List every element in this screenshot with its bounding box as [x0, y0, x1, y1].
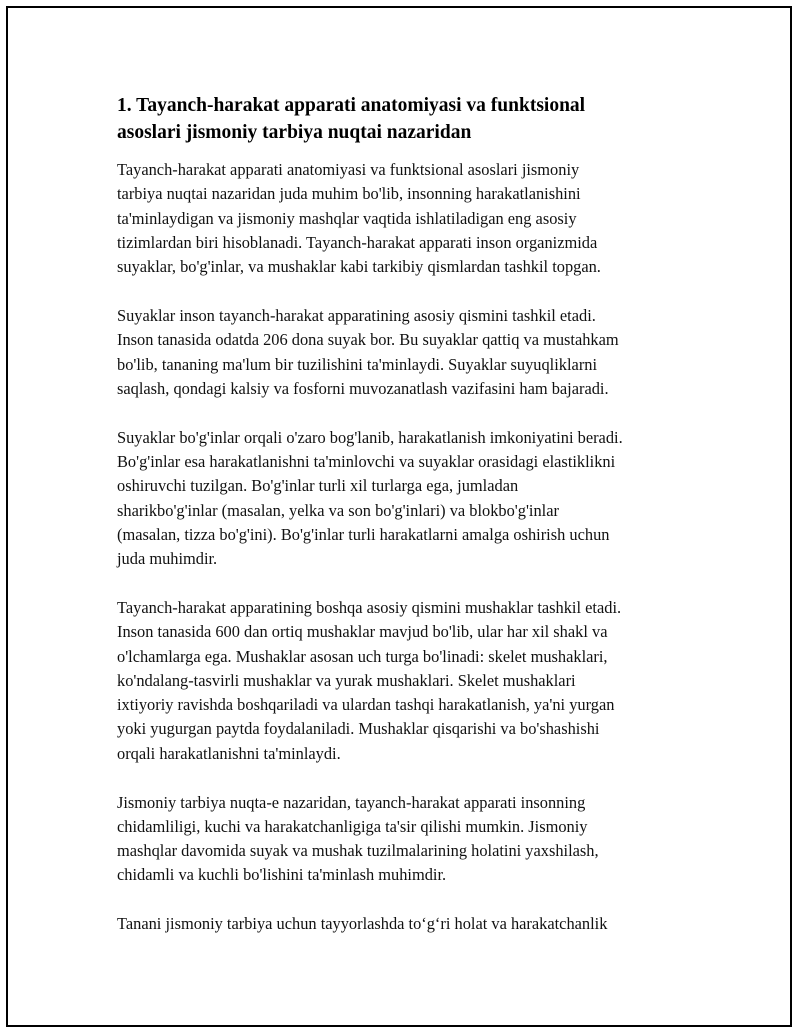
text-line: chidamli va kuchli bo'lishini ta'minlash muhimdir.: [117, 865, 447, 885]
text-line: Suyaklar bo'g'inlar orqali o'zaro bog'lanib, harakatlanish imkoniyatini beradi.: [117, 427, 623, 447]
text-line: sharikbo'g'inlar (masalan, yelka va son bo'g'inlari) va blokbo'g'inlar: [117, 500, 559, 520]
text-line: Tayanch-harakat apparati anatomiyasi va funktsional asoslari jismoniy: [117, 160, 580, 179]
text-line: Tayanch-harakat apparatining boshqa asosiy qismini mushaklar tashkil etadi.: [117, 597, 622, 617]
paragraph-muscles: [117, 596, 697, 766]
document-body: [117, 92, 697, 937]
text-line: bo'lib, tananing ma'lum bir tuzilishini ta'minlaydi. Suyaklar suyuqliklarni: [117, 354, 598, 374]
text-line: suyaklar, bo'g'inlar, va mushaklar kabi tarkibiy qismlardan tashkil topgan.: [117, 257, 601, 277]
paragraph-bones: [117, 304, 697, 401]
paragraph-joints: [117, 426, 697, 572]
heading-line: 1. Tayanch-harakat apparati anatomiyasi va funktsional: [117, 95, 586, 116]
text-line: mashqlar davomida suyak va mushak tuzilmalarining holatini yaxshilash,: [117, 841, 599, 861]
text-line: orqali harakatlanishni ta'minlaydi.: [117, 743, 341, 763]
text-line: Jismoniy tarbiya nuqta-e nazaridan, tayanch-harakat apparati insonning: [117, 792, 586, 812]
text-line: yoki yugurgan paytda foydalaniladi. Mushaklar qisqarishi va bo'shashishi: [117, 719, 600, 739]
text-line: ko'ndalang-tasvirli mushaklar va yurak mushaklari. Skelet mushaklari: [117, 670, 576, 690]
text-line: o'lchamlarga ega. Mushaklar asosan uch turga bo'linadi: skelet mushaklari,: [117, 646, 608, 666]
text-line: oshiruvchi tuzilgan. Bo'g'inlar turli xil turlarga ega, jumladan: [117, 476, 519, 496]
text-line: saqlash, qondagi kalsiy va fosforni muvozanatlash vazifasini ham bajaradi.: [117, 378, 609, 398]
text-line: Inson tanasida 600 dan ortiq mushaklar mavjud bo'lib, ular har xil shakl va: [117, 622, 608, 642]
text-line: ixtiyoriy ravishda boshqariladi va ulardan tashqi harakatlanish, ya'ni yurgan: [117, 695, 615, 715]
text-line: (masalan, tizza bo'g'ini). Bo'g'inlar turli harakatlarni amalga oshirish uchun: [117, 524, 610, 544]
text-line: Inson tanasida odatda 206 dona suyak bor. Bu suyaklar qattiq va mustahkam: [117, 330, 619, 350]
text-line: tizimlardan biri hisoblanadi. Tayanch-harakat apparati inson organizmida: [117, 232, 598, 252]
text-line: ta'minlaydigan va jismoniy mashqlar vaqtida ishlatiladigan eng asosiy: [117, 208, 577, 228]
heading-line: asoslari jismoniy tarbiya nuqtai nazaridan: [117, 122, 472, 143]
paragraph-physical-education: [117, 791, 697, 888]
text-line: Suyaklar inson tayanch-harakat apparatining asosiy qismini tashkil etadi.: [117, 305, 596, 325]
paragraph-intro: [117, 158, 697, 279]
text-line: Tanani jismoniy tarbiya uchun tayyorlashda to‘g‘ri holat va harakatchanlik: [117, 914, 608, 934]
text-line: juda muhimdir.: [117, 549, 218, 569]
text-line: tarbiya nuqtai nazaridan juda muhim bo'lib, insonning harakatlanishini: [117, 184, 581, 204]
paragraph-preparation: [117, 912, 697, 936]
text-line: Bo'g'inlar esa harakatlanishni ta'minlovchi va suyaklar orasidagi elastiklikni: [117, 451, 616, 471]
text-line: chidamliligi, kuchi va harakatchanligiga ta'sir qilishi mumkin. Jismoniy: [117, 816, 588, 836]
section-heading: [117, 92, 697, 146]
